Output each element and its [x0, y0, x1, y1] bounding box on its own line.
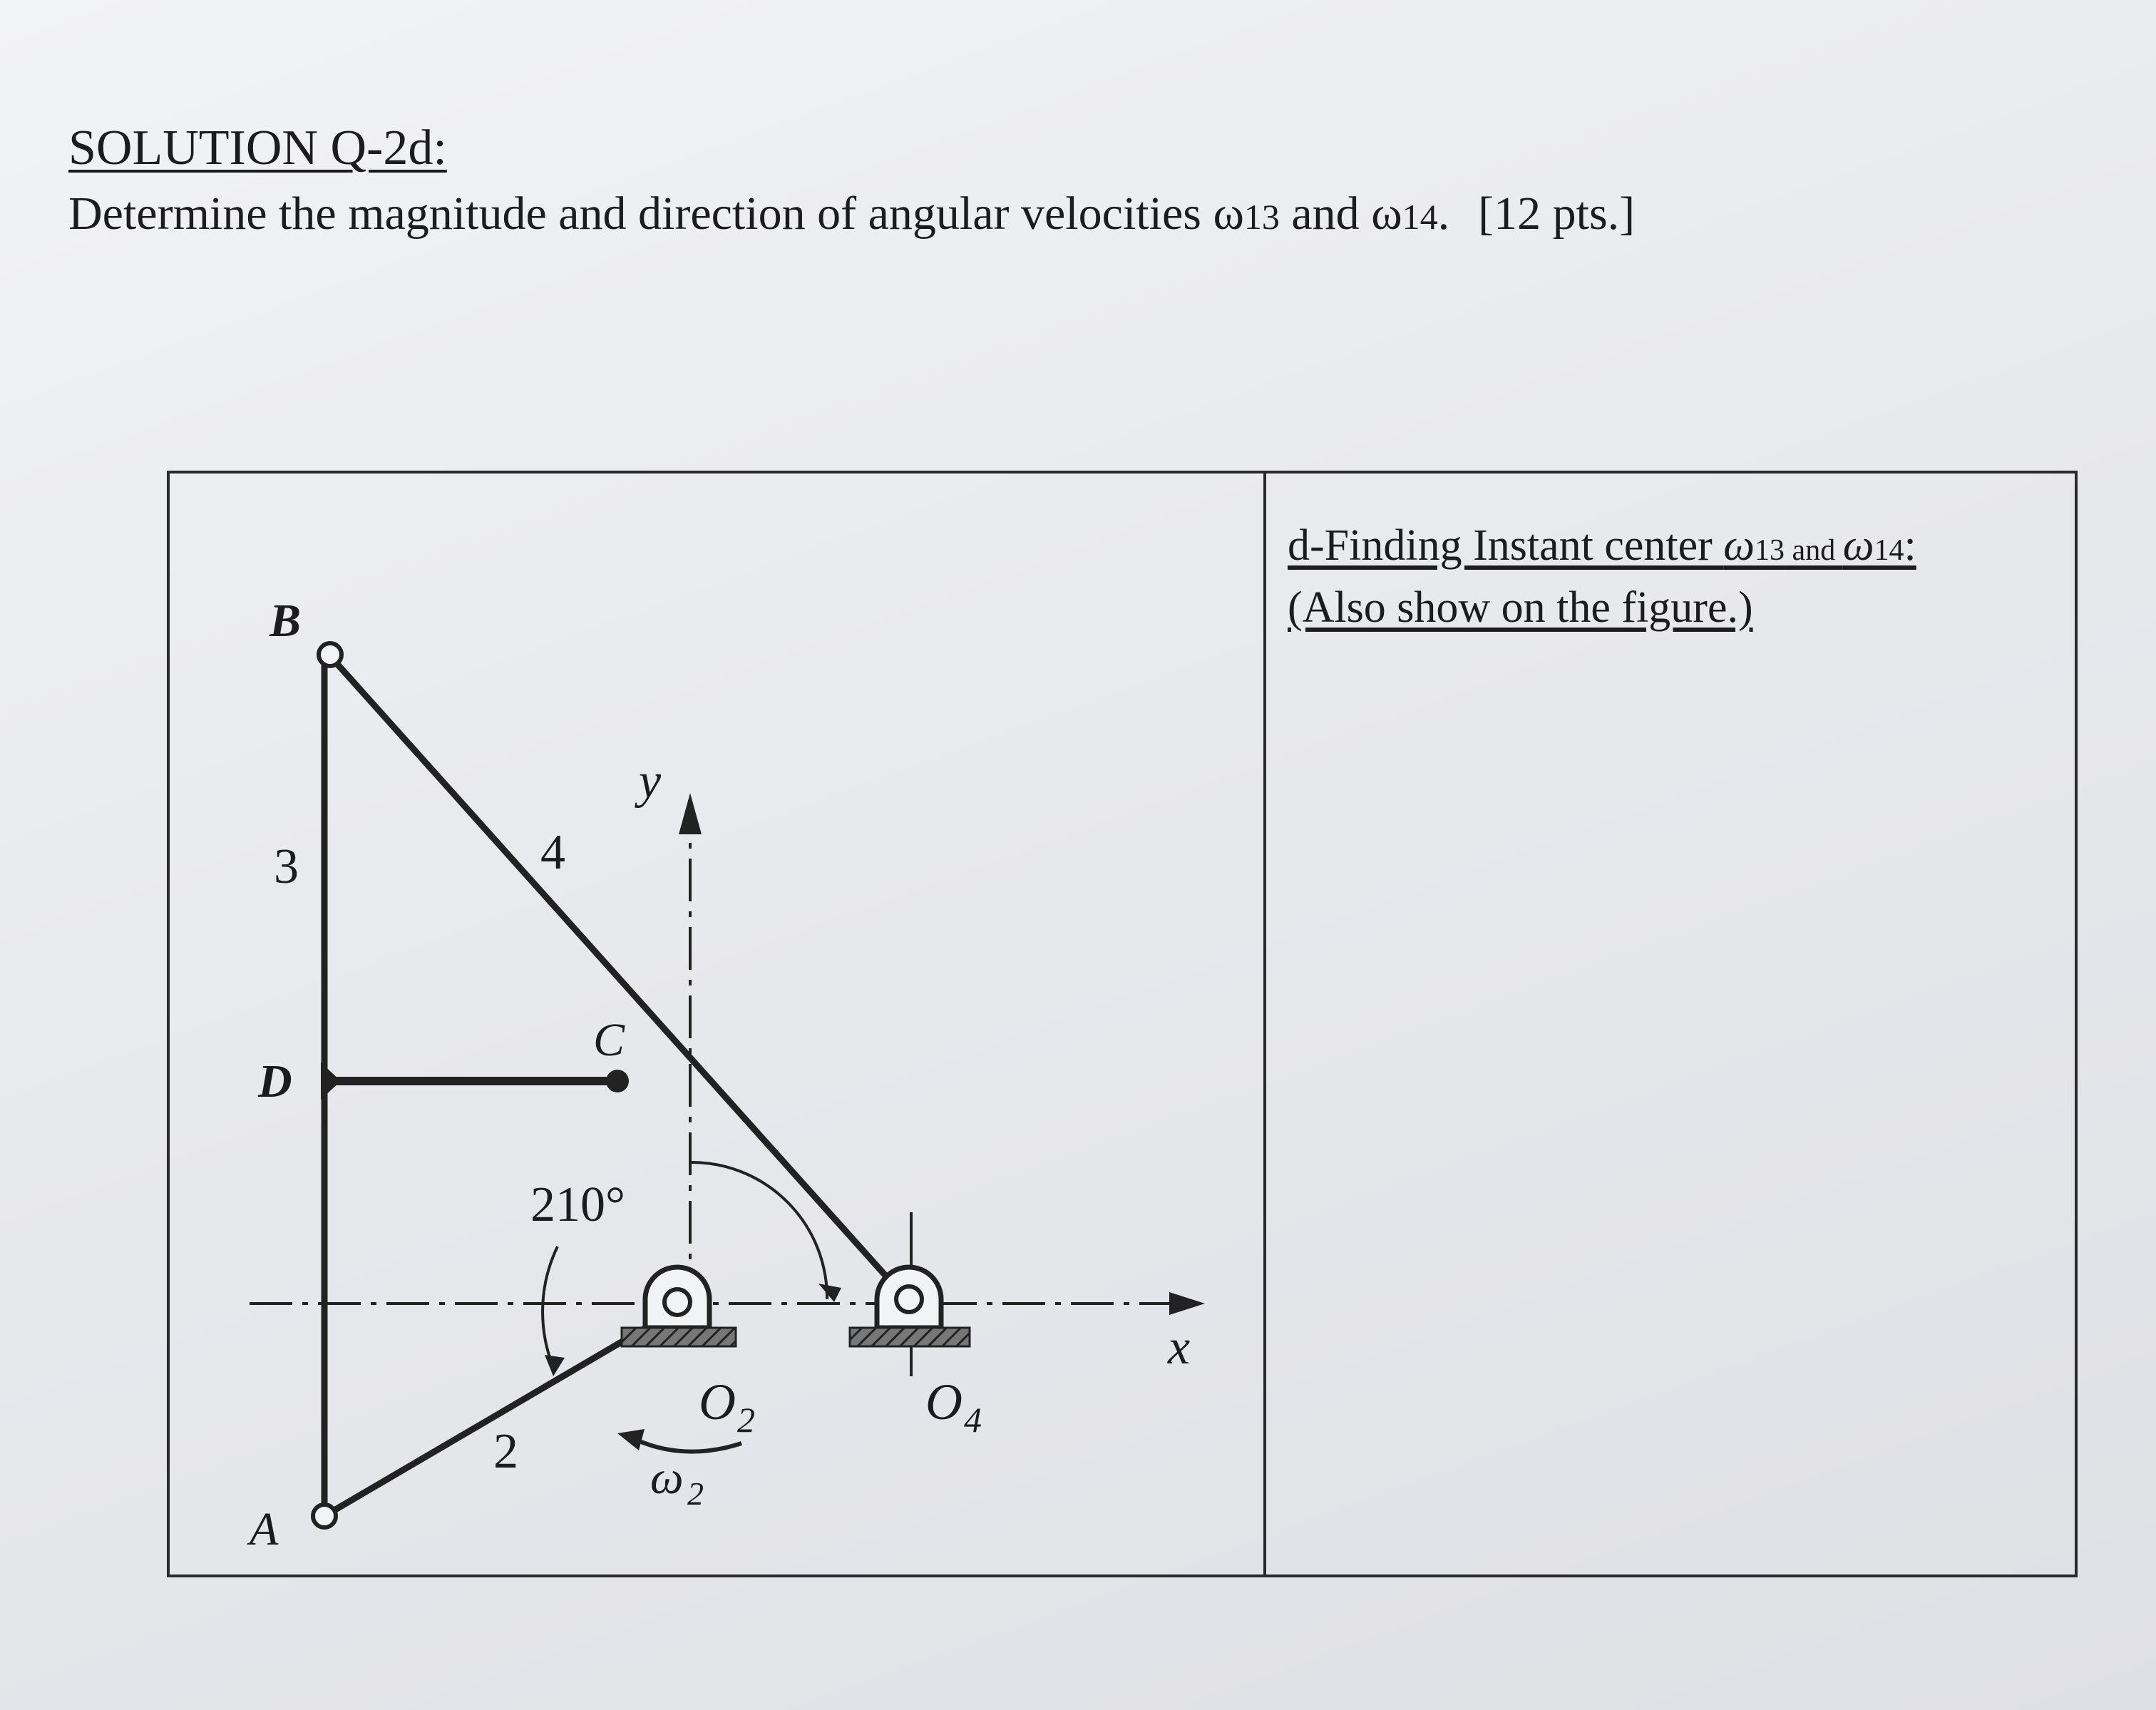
joint-b [319, 643, 342, 666]
label-c: C [593, 1014, 625, 1066]
label-omega-2-symbol: ω [650, 1452, 684, 1504]
ground-pivot-o2 [622, 1267, 736, 1346]
points-badge: [12 pts.] [1478, 188, 1636, 240]
x-axis-arrowhead [1169, 1292, 1205, 1315]
label-o2-letter: O [699, 1373, 736, 1430]
point-d-joint [321, 1063, 341, 1100]
label-d: D [258, 1055, 292, 1107]
y-axis-arrowhead [679, 793, 702, 834]
omega-14-symbol: ω [1371, 188, 1402, 240]
label-o2-subscript: 2 [737, 1400, 755, 1440]
answer-omega-13-subscript: 13 [1755, 534, 1785, 567]
answer-prompt-prefix: d-Finding Instant center [1288, 521, 1724, 570]
label-y-axis: y [639, 754, 662, 809]
label-o2 [699, 1373, 755, 1440]
point-c-marker [606, 1070, 629, 1092]
label-link-2: 2 [493, 1424, 518, 1479]
ground-pivot-o4 [850, 1267, 970, 1346]
omega-13-symbol: ω [1213, 188, 1244, 240]
label-omega-2-subscript: 2 [687, 1475, 704, 1512]
label-link-3: 3 [274, 839, 299, 894]
answer-prompt-line-2: (Also show on the figure.) [1288, 583, 1753, 632]
label-o4-letter: O [925, 1373, 962, 1430]
label-link-4: 4 [540, 825, 565, 880]
label-x-axis: x [1168, 1320, 1191, 1375]
label-o4 [925, 1373, 982, 1440]
answer-joiner: and [1785, 534, 1843, 567]
joint-a [313, 1505, 336, 1527]
omega-2-arrow [617, 1429, 741, 1452]
omega-13-subscript: 13 [1243, 197, 1280, 237]
question-prefix: Determine the magnitude and direction of angular velocities [68, 188, 1213, 240]
answer-colon: : [1904, 521, 1916, 570]
label-a: A [250, 1503, 279, 1555]
label-o4-subscript: 4 [964, 1400, 982, 1440]
answer-omega-14-symbol: ω [1842, 521, 1874, 570]
omega-14-subscript: 14 [1402, 197, 1438, 237]
section-title: SOLUTION Q-2d: [68, 121, 447, 175]
question-period: . [1437, 188, 1450, 240]
question-joiner: and [1279, 188, 1372, 240]
label-angle: 210° [530, 1177, 625, 1232]
label-b: B [270, 595, 302, 647]
answer-omega-13-symbol: ω [1723, 521, 1755, 570]
x-axis [250, 1292, 1205, 1315]
label-omega-2 [650, 1452, 704, 1512]
answer-omega-14-subscript: 14 [1874, 534, 1904, 567]
